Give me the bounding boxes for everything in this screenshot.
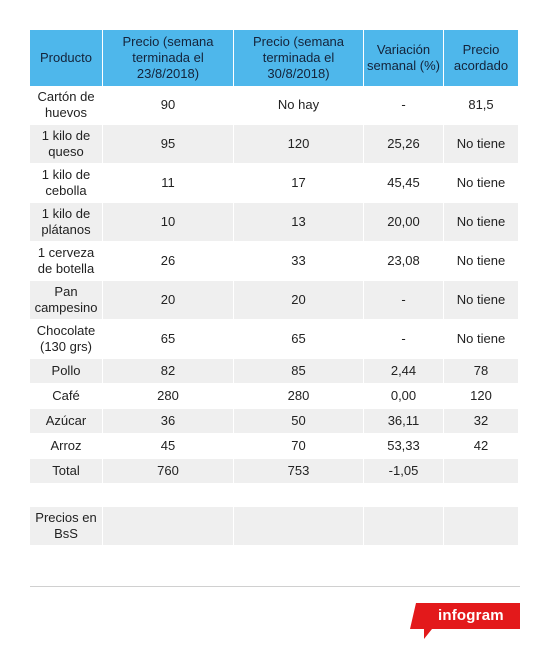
infogram-logo-text: infogram	[438, 607, 504, 624]
cell-variation: -	[364, 86, 444, 125]
footer-divider	[30, 586, 520, 587]
footer-cell	[364, 507, 444, 546]
cell-price-week-1: 10	[103, 203, 234, 242]
cell-variation: 23,08	[364, 242, 444, 281]
cell-price-week-1: 65	[103, 320, 234, 359]
cell-agreed-price: No tiene	[444, 242, 518, 281]
table-row-total	[30, 459, 518, 484]
table-row	[30, 164, 518, 203]
cell-variation: 36,11	[364, 409, 444, 434]
cell-price-week-2: No hay	[234, 86, 364, 125]
cell-price-week-1: 760	[103, 459, 234, 484]
table-row	[30, 434, 518, 459]
table-row	[30, 203, 518, 242]
cell-variation: 20,00	[364, 203, 444, 242]
column-header-agreed-price: Precio acordado	[444, 30, 518, 86]
cell-price-week-1: 90	[103, 86, 234, 125]
cell-variation: 45,45	[364, 164, 444, 203]
cell-variation: -	[364, 320, 444, 359]
cell-price-week-2: 50	[234, 409, 364, 434]
cell-product: 1 kilo de plátanos	[30, 203, 103, 242]
cell-product: 1 kilo de queso	[30, 125, 103, 164]
cell-agreed-price: No tiene	[444, 281, 518, 320]
cell-product: Total	[30, 459, 103, 484]
cell-price-week-1: 36	[103, 409, 234, 434]
table-spacer-row	[30, 484, 518, 507]
table-row	[30, 384, 518, 409]
cell-variation: 0,00	[364, 384, 444, 409]
cell-agreed-price: 42	[444, 434, 518, 459]
cell-product: Chocolate (130 grs)	[30, 320, 103, 359]
table-row	[30, 125, 518, 164]
cell-agreed-price: No tiene	[444, 164, 518, 203]
table-header-row	[30, 30, 518, 86]
cell-product: Pan campesino	[30, 281, 103, 320]
cell-variation: -1,05	[364, 459, 444, 484]
cell-price-week-2: 753	[234, 459, 364, 484]
column-header-price-week-2: Precio (semana terminada el 30/8/2018)	[234, 30, 364, 86]
footer-currency-note: Precios en BsS	[30, 507, 103, 546]
price-table-container	[30, 30, 518, 546]
cell-price-week-2: 280	[234, 384, 364, 409]
cell-price-week-1: 20	[103, 281, 234, 320]
column-header-product: Producto	[30, 30, 103, 86]
infogram-logo[interactable]	[410, 603, 520, 639]
column-header-weekly-variation: Variación semanal (%)	[364, 30, 444, 86]
cell-variation: -	[364, 281, 444, 320]
cell-price-week-2: 20	[234, 281, 364, 320]
cell-product: 1 cerveza de botella	[30, 242, 103, 281]
cell-agreed-price: 78	[444, 359, 518, 384]
cell-price-week-2: 13	[234, 203, 364, 242]
footer-cell	[234, 507, 364, 546]
cell-variation: 25,26	[364, 125, 444, 164]
cell-variation: 53,33	[364, 434, 444, 459]
cell-product: Arroz	[30, 434, 103, 459]
table-row	[30, 359, 518, 384]
cell-product: Cartón de huevos	[30, 86, 103, 125]
cell-product: Pollo	[30, 359, 103, 384]
cell-price-week-2: 120	[234, 125, 364, 164]
footer-cell	[103, 507, 234, 546]
cell-price-week-1: 26	[103, 242, 234, 281]
table-row	[30, 242, 518, 281]
cell-agreed-price	[444, 459, 518, 484]
cell-variation: 2,44	[364, 359, 444, 384]
cell-price-week-1: 11	[103, 164, 234, 203]
cell-agreed-price: 81,5	[444, 86, 518, 125]
cell-price-week-2: 33	[234, 242, 364, 281]
cell-agreed-price: No tiene	[444, 125, 518, 164]
cell-agreed-price: No tiene	[444, 320, 518, 359]
table-footer-row	[30, 507, 518, 546]
cell-price-week-1: 95	[103, 125, 234, 164]
table-row	[30, 86, 518, 125]
price-table	[30, 30, 518, 546]
cell-price-week-2: 85	[234, 359, 364, 384]
table-row	[30, 409, 518, 434]
cell-price-week-2: 65	[234, 320, 364, 359]
cell-price-week-1: 82	[103, 359, 234, 384]
cell-agreed-price: No tiene	[444, 203, 518, 242]
cell-product: Azúcar	[30, 409, 103, 434]
cell-price-week-2: 17	[234, 164, 364, 203]
column-header-price-week-1: Precio (semana terminada el 23/8/2018)	[103, 30, 234, 86]
cell-product: Café	[30, 384, 103, 409]
footer-cell	[444, 507, 518, 546]
cell-product: 1 kilo de cebolla	[30, 164, 103, 203]
table-row	[30, 281, 518, 320]
cell-agreed-price: 120	[444, 384, 518, 409]
cell-price-week-2: 70	[234, 434, 364, 459]
cell-price-week-1: 45	[103, 434, 234, 459]
cell-agreed-price: 32	[444, 409, 518, 434]
cell-price-week-1: 280	[103, 384, 234, 409]
table-row	[30, 320, 518, 359]
